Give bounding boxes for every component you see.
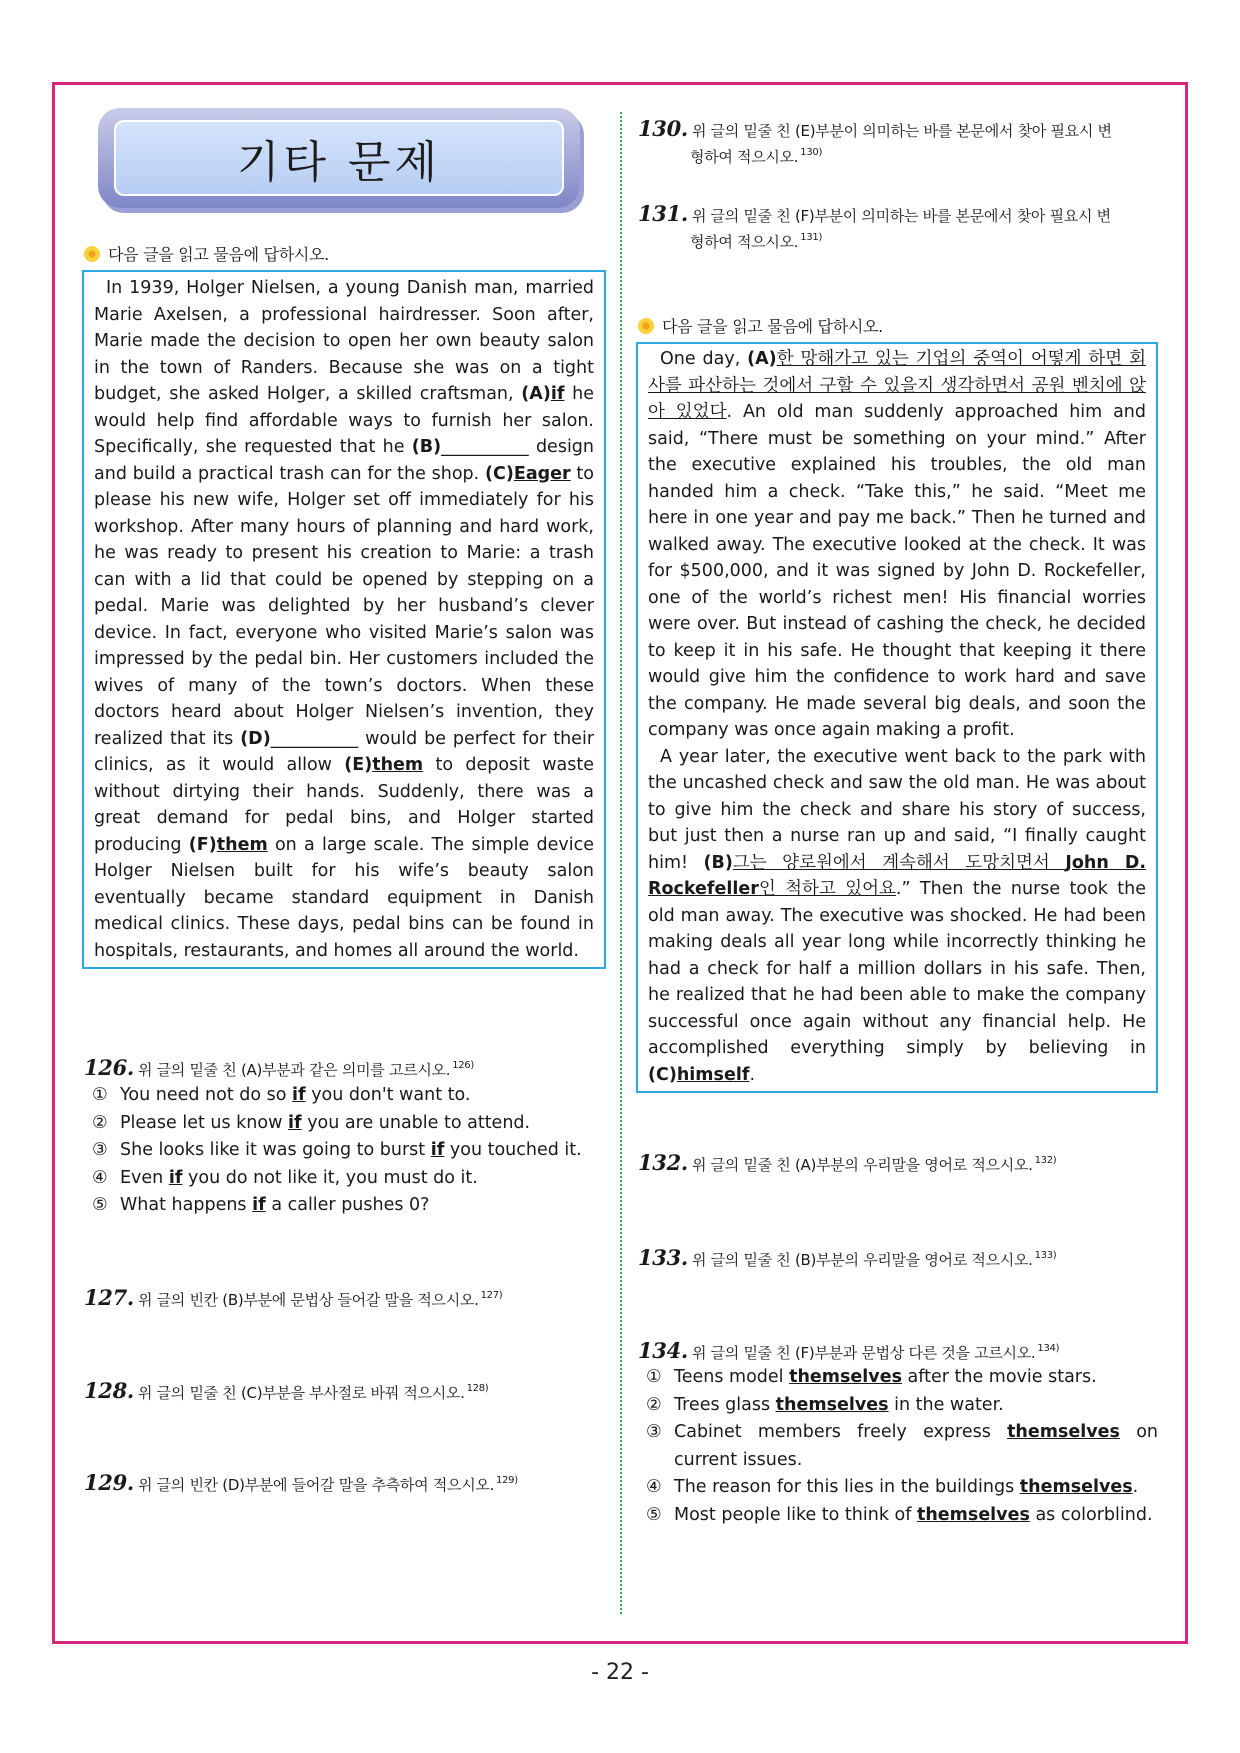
page-number: - 22 - bbox=[591, 1660, 649, 1685]
question-132: 132. 위 글의 밑줄 친 (A)부분의 우리말을 영어로 적으시오. $^{132)}$ bbox=[638, 1150, 1057, 1175]
q126-choice-5[interactable]: ⑤ What happens if a caller pushes 0? bbox=[92, 1195, 430, 1215]
flower-icon bbox=[638, 318, 654, 334]
q126-choice-2[interactable]: ② Please let us know if you are unable to attend. bbox=[92, 1112, 531, 1133]
question-129: 129. 위 글의 빈칸 (D)부분에 들어갈 말을 추측하여 적으시오. $^{129)}$ bbox=[84, 1470, 518, 1495]
instruction-text: 다음 글을 읽고 물음에 답하시오. bbox=[108, 245, 329, 264]
question-128: 128. 위 글의 밑줄 친 (C)부분을 부사절로 바꿔 적으시오. $^{128)}$ bbox=[84, 1378, 489, 1403]
question-127: 127. 위 글의 빈칸 (B)부분에 문법상 들어갈 말을 적으시오. $^{127)}$ bbox=[84, 1285, 503, 1310]
q134-choice-3[interactable]: ③ Cabinet members freely express themselves on current issues. bbox=[646, 1422, 1158, 1470]
instruction-1 bbox=[84, 242, 329, 265]
title-banner-inner bbox=[114, 120, 564, 196]
page-title: 기타 문제 bbox=[236, 137, 441, 188]
question-number: 126. bbox=[84, 1055, 134, 1080]
q134-choice-1[interactable]: ① Teens model themselves after the movie stars. bbox=[646, 1367, 1097, 1387]
passage-2-para-1: One day, (A)한 망해가고 있는 기업의 중역이 어떻게 하면 회사를 파산하는 것에서 구할 수 있을지 생각하면서 공원 벤치에 앉아 있었다. An old man suddenly approached him and said, “There must be something on your mind.” After the executive explained his troubles, the old man handed him a check. “Take this,” he said. “Meet me here in one year and pay me back.” Then he turned and walked away. The executive looked at the check. It was for $500,000, and it was signed by John D. Rockefeller, one of the world’s richest men! His financial worries were over. But instead of cashing the check, he decided to keep it in his safe. He thought that keeping it there would give him the confidence to work hard and save the company. He made several big deals, and soon the company was once again making a profit. bbox=[648, 349, 1146, 740]
q134-choice-2[interactable]: ② Trees glass themselves in the water. bbox=[646, 1394, 1004, 1415]
q126-choices bbox=[92, 1082, 606, 1220]
q134-choices bbox=[646, 1364, 1158, 1529]
q134-choice-4[interactable]: ④ The reason for this lies in the buildings themselves. bbox=[646, 1477, 1139, 1497]
q126-choice-1[interactable]: ① You need not do so if you don't want to. bbox=[92, 1085, 471, 1105]
instruction-2: 다음 글을 읽고 물음에 답하시오. bbox=[638, 314, 883, 337]
question-130: 130. 위 글의 밑줄 친 (E)부분이 의미하는 바를 본문에서 찾아 필요시 변 형하여 적으시오. $^{130)}$ bbox=[638, 116, 1112, 166]
question-134: 134. 위 글의 밑줄 친 (F)부분과 문법상 다른 것을 고르시오. $^{134)}$ bbox=[638, 1338, 1060, 1363]
title-banner bbox=[98, 108, 580, 208]
column-divider bbox=[620, 112, 622, 1614]
passage-2-box bbox=[636, 342, 1158, 1093]
q126-choice-4[interactable]: ④ Even if you do not like it, you must do it. bbox=[92, 1167, 478, 1188]
q126-choice-3[interactable]: ③ She looks like it was going to burst if you touched it. bbox=[92, 1140, 582, 1160]
question-131: 131. 위 글의 밑줄 친 (F)부분이 의미하는 바를 본문에서 찾아 필요시 변 형하여 적으시오. $^{131)}$ bbox=[638, 201, 1111, 251]
question-126: 126. 위 글의 밑줄 친 (A)부분과 같은 의미를 고르시오. $^{126)}$ bbox=[84, 1055, 474, 1080]
passage-2-para-2: A year later, the executive went back to the park with the uncashed check and saw the old man. He was about to give him the check and share his story of success, but just then a nurse ran up and said, “I finally caught him! (B)그는 양로원에서 계속해서 도망치면서 John D. Rockefeller인 척하고 있어요.” Then the nurse took the old man away. The executive was shocked. He had been making deals all year long while incorrectly thinking he had a check for half a million dollars in his safe. Then, he realized that he had been able to make the company successful once again without any financial help. He accomplished everything simply by believing in (C)himself. bbox=[648, 746, 1146, 1085]
passage-1-box bbox=[82, 270, 606, 969]
passage-1-text: In 1939, Holger Nielsen, a young Danish man, married Marie Axelsen, a professional hairdresser. Soon after, Marie made the decision to open her own beauty salon in the town of Randers. Because she was on a tight budget, she asked Holger, a skilled craftsman, (A)if he would help find affordable ways to furnish her salon. Specifically, she requested that he (B)__________ design and build a practical trash can for the shop. (C)Eager to please his new wife, Holger set off immediately for his workshop. After many hours of planning and hard work, he was ready to present his creation to Marie: a trash can with a lid that could be opened by stepping on a pedal. Marie was delighted by her husband’s clever device. In fact, everyone who visited Marie’s salon was impressed by the pedal bin. Her customers included the wives of many of the town’s doctors. When these doctors heard about Holger Nielsen’s invention, they realized that its (D)__________ would be perfect for their clinics, as it would allow (E)them to deposit waste without dirtying their hands. Suddenly, there was a great demand for pedal bins, and Holger started producing (F)them on a large scale. The simple device Holger Nielsen built for his wife’s beauty salon eventually became standard equipment in Danish medical clinics. These days, pedal bins can be found in hospitals, restaurants, and homes all around the world. bbox=[94, 278, 595, 961]
question-133: 133. 위 글의 밑줄 친 (B)부분의 우리말을 영어로 적으시오. $^{133)}$ bbox=[638, 1245, 1057, 1270]
flower-icon bbox=[84, 246, 100, 262]
q134-choice-5[interactable]: ⑤ Most people like to think of themselves as colorblind. bbox=[646, 1504, 1153, 1525]
